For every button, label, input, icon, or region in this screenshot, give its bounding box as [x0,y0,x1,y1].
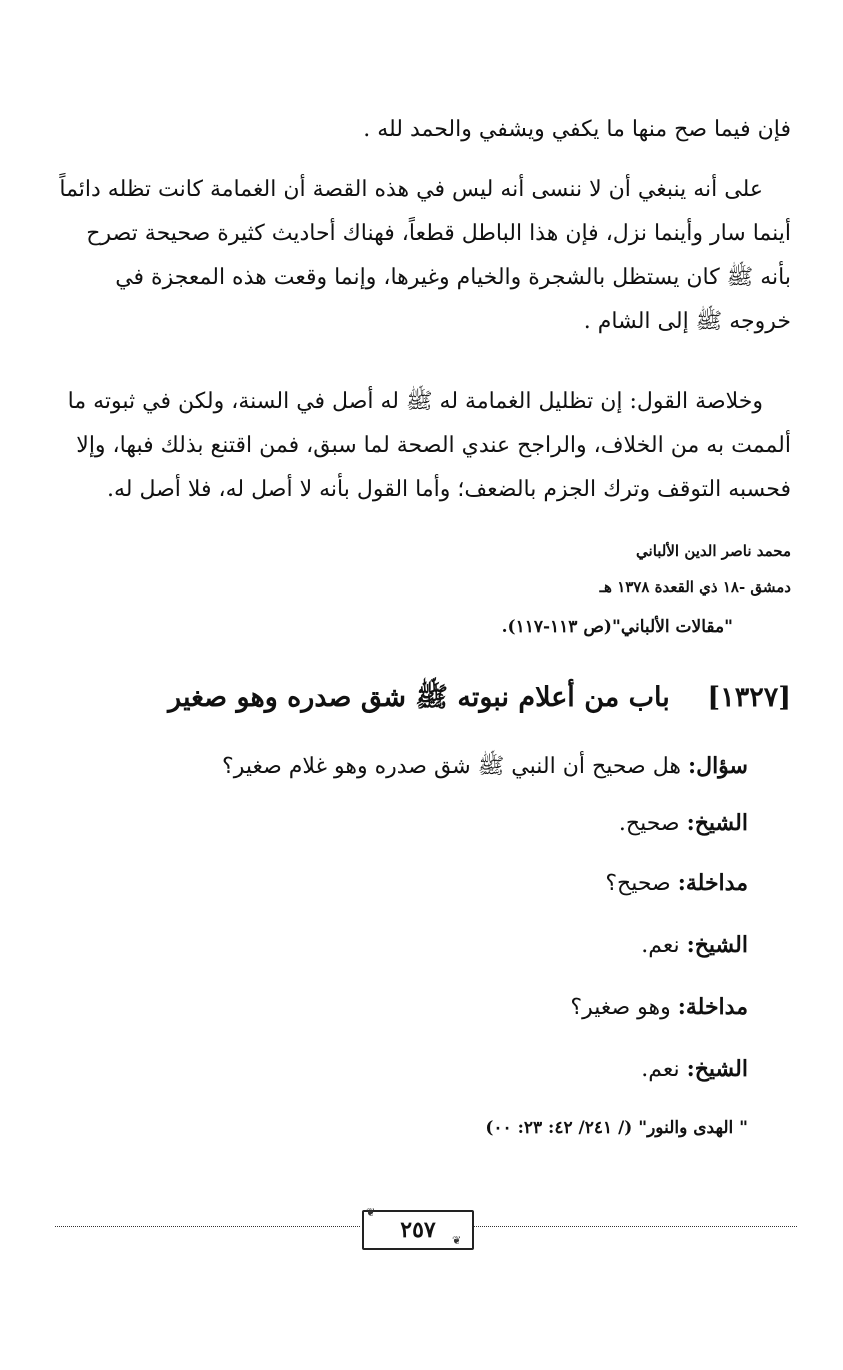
dialogue-line [619,810,748,836]
signature-place-date: دمشق -١٨ ذي القعدة ١٣٧٨ هـ [599,578,791,596]
signature-name: محمد ناصر الدين الألباني [636,542,791,560]
speaker-label: مداخلة: [677,994,748,1020]
footer-divider-left [55,1226,360,1227]
dialogue-text: هل صحيح أن النبي ﷺ شق صدره وهو غلام صغير؟ [222,754,688,779]
paragraph-line: بأنه ﷺ كان يستظل بالشجرة والخيام وغيرها، وإنما وقعت هذه المعجزة في [115,265,791,290]
dialogue-line [641,932,748,958]
dialogue-text: صحيح؟ [605,871,678,896]
dialogue-text: نعم. [641,933,687,958]
paragraph-line: أينما سار وأينما نزل، فإن هذا الباطل قطعاً، فهناك أحاديث كثيرة صحيحة تصرح [86,221,791,246]
dialogue-line [570,994,748,1020]
dialogue-line [222,752,748,784]
source-reference: "مقالات الألباني"(ص ١١٣-١١٧). [501,617,733,637]
speaker-label: الشيخ: [686,932,748,958]
dialogue-line [641,1056,748,1082]
source-reference: " الهدى والنور" (/ ٢٤١/ ٤٢: ٢٣: ٠٠) [485,1118,748,1138]
dialogue-text: صحيح. [618,811,687,836]
paragraph-1 [51,108,791,152]
footer-divider-right [472,1226,797,1227]
paragraph-line: خروجه ﷺ إلى الشام . [583,309,791,334]
chapter-heading [21,680,791,720]
ornament-icon: ❦ [366,1206,376,1219]
paragraph-line: ألممت به من الخلاف، والراجح عندي الصحة لما سبق، فمن اقتنع بذلك فبها، وإلا [76,433,791,458]
dialogue-text: وهو صغير؟ [570,995,678,1020]
chapter-number: [١٣٢٧] [707,682,791,713]
paragraph-3 [51,380,791,512]
paragraph-line: على أنه ينبغي أن لا ننسى أنه ليس في هذه القصة أن الغمامة كانت تظله دائماً [59,177,763,202]
dialogue-text: نعم. [641,1057,687,1082]
speaker-label: مداخلة: [677,870,748,896]
paragraph-line: فإن فيما صح منها ما يكفي ويشفي والحمد لله . [363,117,791,142]
speaker-label: الشيخ: [686,810,748,836]
ornament-icon: ❦ [452,1234,462,1247]
dialogue-line [605,870,748,896]
paragraph-line: وخلاصة القول: إن تظليل الغمامة له ﷺ له أصل في السنة، ولكن في ثبوته ما [67,389,763,414]
chapter-title: باب من أعلام نبوته ﷺ شق صدره وهو صغير [168,682,670,713]
speaker-label: الشيخ: [686,1056,748,1082]
paragraph-line: فحسبه التوقف وترك الجزم بالضعف؛ وأما القول بأنه لا أصل له، فلا أصل له. [106,477,791,502]
page-number: ٢٥٧ [400,1217,436,1243]
paragraph-2 [51,168,791,344]
speaker-label: سؤال: [687,753,748,779]
